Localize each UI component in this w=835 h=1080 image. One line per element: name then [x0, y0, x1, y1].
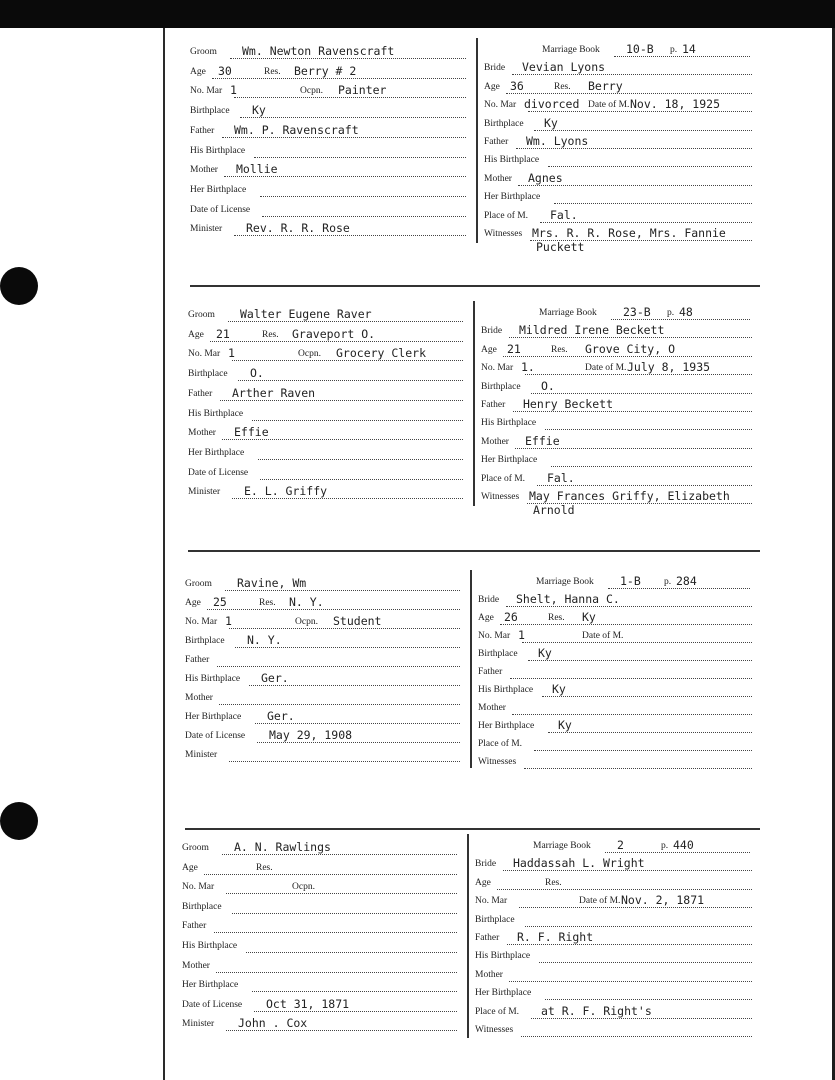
groom-age-value: 21 [216, 326, 230, 341]
groom-no-mar-label: No. Mar [182, 882, 215, 893]
groom-ocpn-value: Grocery Clerk [336, 346, 427, 361]
groom-minister-line [234, 235, 466, 236]
bride-birthplace-label: Birthplace [478, 649, 518, 659]
groom-her-birthplace-line [252, 991, 457, 992]
bride-age-line [503, 356, 752, 357]
bride-father-label: Father [481, 400, 506, 410]
groom-date-of-license-label: Date of License [185, 731, 246, 741]
bride-age-value: 21 [507, 341, 521, 356]
groom-his-birthplace-label: His Birthplace [190, 145, 246, 156]
groom-age-line [207, 609, 460, 610]
bride-place-of-m-label: Place of M. [475, 1006, 520, 1017]
groom-groom-label: Groom [185, 579, 212, 589]
bride-place-of-m-line [540, 222, 752, 223]
groom-ocpn-label: Ocpn. [292, 882, 315, 893]
bride-date-of-m-value: July 8, 1935 [627, 360, 711, 375]
groom-father-label: Father [190, 125, 215, 136]
bride-witnesses-label: Witnesses [475, 1025, 514, 1035]
groom-birthplace-line [232, 913, 457, 914]
groom-age-label: Age [185, 598, 201, 608]
groom-birthplace-value: N. Y. [247, 633, 282, 647]
groom-father-label: Father [185, 655, 210, 665]
groom-her-birthplace-label: Her Birthplace [190, 184, 247, 195]
marriage-book-line [608, 588, 750, 589]
bride-date-of-m-label: Date of M. [588, 100, 630, 111]
bride-mother-label: Mother [475, 969, 503, 980]
marriage-book-value: 1-B [620, 574, 641, 588]
bride-no-mar-label: No. Mar [484, 100, 517, 111]
groom-mother-line [216, 972, 457, 973]
bride-bride-value: Haddassah L. Wright [513, 856, 645, 871]
marriage-book-label: Marriage Book [542, 45, 600, 55]
bride-witnesses-label: Witnesses [481, 492, 520, 502]
bride-date-of-m-value: Nov. 2, 1871 [621, 893, 705, 908]
groom-birthplace-value: O. [250, 366, 264, 381]
bride-no-mar-value: 1 [518, 628, 525, 642]
marriage-page-label: p. [661, 841, 669, 851]
bride-date-of-m-value: Nov. 18, 1925 [630, 97, 721, 112]
bride-date-of-m-label: Date of M. [582, 631, 624, 641]
bride-mother-label: Mother [478, 703, 506, 713]
bride-no-mar-value: 1. [521, 360, 535, 375]
bride-mother-line [518, 185, 752, 186]
bride-place-of-m-label: Place of M. [481, 473, 526, 484]
bride-witnesses-value: Mrs. R. R. Rose, Mrs. Fannie [532, 226, 726, 240]
groom-groom-label: Groom [182, 843, 209, 853]
groom-no-mar-value: 1 [230, 83, 237, 98]
bride-her-birthplace-value: Ky [558, 718, 572, 732]
groom-no-mar-value: 1 [228, 346, 235, 361]
groom-date-of-license-label: Date of License [190, 204, 251, 215]
groom-age-label: Age [182, 862, 198, 873]
bride-witnesses-label: Witnesses [478, 757, 517, 767]
groom-birthplace-label: Birthplace [182, 901, 222, 912]
groom-age-line [212, 78, 466, 79]
bride-place-of-m-line [531, 1018, 752, 1019]
groom-minister-line [229, 761, 460, 762]
groom-no-mar-label: No. Mar [190, 86, 223, 97]
groom-her-birthplace-line [258, 459, 463, 460]
bride-bride-line [503, 870, 752, 871]
groom-his-birthplace-line [254, 157, 466, 158]
groom-minister-line [226, 1030, 457, 1031]
bride-age-label: Age [481, 344, 497, 355]
groom-date-of-license-line [262, 216, 466, 217]
bride-age-line [506, 93, 752, 94]
bride-age-value: 36 [510, 78, 524, 93]
scan-top-border [0, 0, 835, 28]
bride-no-mar-line [522, 642, 752, 643]
bride-place-of-m-value: at R. F. Right's [541, 1003, 652, 1018]
groom-his-birthplace-label: His Birthplace [185, 674, 241, 684]
punch-hole-bottom [0, 802, 38, 840]
bride-her-birthplace-line [548, 732, 752, 733]
groom-ocpn-value: Painter [338, 83, 387, 98]
bride-witnesses-line [521, 1036, 752, 1037]
marriage-page-value: 48 [679, 305, 693, 319]
bride-witnesses-value: May Frances Griffy, Elizabeth [529, 489, 730, 503]
groom-minister-label: Minister [185, 750, 218, 760]
groom-minister-line [232, 498, 463, 499]
marriage-book-line [611, 319, 750, 320]
bride-father-line [516, 148, 752, 149]
bride-birthplace-value: Ky [538, 646, 552, 660]
bride-res-value: Ky [582, 610, 596, 624]
groom-age-value: 25 [213, 595, 227, 609]
groom-age-line [210, 341, 463, 342]
bride-her-birthplace-label: Her Birthplace [478, 721, 535, 731]
bride-res-label: Res. [548, 613, 565, 623]
marriage-page-value: 284 [676, 574, 697, 588]
bride-place-of-m-line [537, 485, 752, 486]
groom-groom-label: Groom [188, 310, 215, 320]
groom-father-line [222, 137, 466, 138]
groom-mother-line [219, 704, 460, 705]
groom-minister-label: Minister [188, 487, 221, 498]
bride-birthplace-line [528, 660, 752, 661]
bride-her-birthplace-label: Her Birthplace [484, 192, 541, 203]
bride-witnesses-line [524, 768, 752, 769]
groom-birthplace-line [240, 117, 466, 118]
groom-res-label: Res. [262, 329, 279, 340]
groom-father-value: Wm. P. Ravenscraft [234, 122, 359, 137]
groom-his-birthplace-label: His Birthplace [182, 941, 238, 951]
bride-witnesses-continued: Puckett [536, 240, 585, 254]
marriage-book-value: 10-B [626, 42, 654, 56]
groom-groom-value: Walter Eugene Raver [240, 307, 372, 321]
groom-his-birthplace-line [252, 420, 463, 421]
groom-father-label: Father [182, 921, 207, 932]
groom-his-birthplace-line [246, 952, 457, 953]
groom-birthplace-line [235, 647, 460, 648]
groom-his-birthplace-line [249, 685, 460, 686]
bride-birthplace-line [534, 130, 752, 131]
marriage-book-line [614, 56, 750, 57]
marriage-page-value: 440 [673, 838, 694, 852]
groom-groom-line [222, 854, 457, 855]
groom-no-mar-line [232, 360, 463, 361]
groom-no-mar-label: No. Mar [188, 349, 221, 360]
bride-his-birthplace-label: His Birthplace [478, 685, 534, 695]
bride-date-of-m-label: Date of M. [585, 363, 627, 374]
bride-bride-label: Bride [481, 326, 503, 337]
bride-her-birthplace-label: Her Birthplace [475, 988, 532, 999]
bride-birthplace-label: Birthplace [475, 914, 515, 925]
bride-bride-line [509, 337, 752, 338]
groom-res-label: Res. [259, 598, 276, 608]
groom-her-birthplace-line [255, 723, 460, 724]
bride-father-line [510, 678, 752, 679]
bride-father-label: Father [475, 933, 500, 943]
bride-his-birthplace-label: His Birthplace [475, 951, 531, 962]
bride-birthplace-value: Ky [544, 115, 558, 130]
groom-groom-label: Groom [190, 47, 217, 57]
bride-bride-value: Mildred Irene Beckett [519, 323, 665, 338]
groom-minister-label: Minister [182, 1019, 215, 1030]
groom-res-value: Graveport O. [292, 326, 376, 341]
groom-ocpn-value: Student [333, 614, 382, 628]
groom-groom-line [225, 590, 460, 591]
bride-mother-line [515, 448, 752, 449]
bride-age-label: Age [475, 877, 491, 888]
groom-groom-line [228, 321, 463, 322]
groom-mother-label: Mother [182, 960, 210, 971]
groom-res-value: Berry # 2 [294, 63, 357, 78]
bride-his-birthplace-line [548, 166, 752, 167]
bride-age-value: 26 [504, 610, 518, 624]
bride-mother-label: Mother [484, 173, 512, 184]
bride-res-label: Res. [554, 81, 571, 92]
groom-minister-value: Rev. R. R. Rose [246, 221, 350, 236]
bride-bride-label: Bride [475, 859, 497, 870]
groom-her-birthplace-line [260, 196, 466, 197]
groom-date-of-license-line [254, 1011, 457, 1012]
bride-bride-label: Bride [478, 595, 500, 605]
record-separator [185, 828, 760, 830]
bride-mother-label: Mother [481, 436, 509, 447]
bride-birthplace-line [525, 926, 752, 927]
groom-birthplace-label: Birthplace [185, 636, 225, 646]
groom-ocpn-label: Ocpn. [298, 349, 321, 360]
groom-res-label: Res. [264, 66, 281, 77]
groom-date-of-license-label: Date of License [188, 467, 249, 478]
marriage-page-label: p. [664, 577, 672, 587]
bride-birthplace-line [531, 393, 752, 394]
bride-father-value: Henry Beckett [523, 397, 614, 411]
marriage-book-label: Marriage Book [539, 308, 597, 318]
bride-place-of-m-value: Fal. [550, 207, 578, 222]
groom-age-value: 30 [218, 63, 232, 78]
bride-bride-value: Shelt, Hanna C. [516, 592, 620, 606]
bride-his-birthplace-label: His Birthplace [484, 155, 540, 166]
bride-father-label: Father [478, 667, 503, 677]
groom-groom-line [230, 58, 466, 59]
record-separator [188, 550, 760, 552]
bride-res-label: Res. [545, 877, 562, 888]
record-column-divider [467, 834, 469, 1038]
bride-bride-line [512, 74, 752, 75]
bride-father-value: R. F. Right [517, 930, 594, 944]
groom-minister-value: John . Cox [238, 1016, 308, 1031]
groom-her-birthplace-label: Her Birthplace [182, 980, 239, 991]
record-column-divider [470, 570, 472, 768]
bride-place-of-m-label: Place of M. [484, 210, 529, 221]
groom-ocpn-label: Ocpn. [300, 86, 323, 97]
groom-no-mar-line [234, 97, 466, 98]
bride-place-of-m-line [534, 750, 752, 751]
groom-minister-label: Minister [190, 224, 223, 235]
groom-mother-value: Effie [234, 425, 269, 440]
groom-minister-value: E. L. Griffy [244, 484, 328, 499]
bride-age-label: Age [484, 81, 500, 92]
punch-hole-top [0, 267, 38, 305]
bride-mother-line [509, 981, 752, 982]
bride-birthplace-value: O. [541, 378, 555, 393]
groom-mother-label: Mother [190, 165, 218, 176]
marriage-book-line [605, 852, 750, 853]
bride-father-line [513, 411, 752, 412]
bride-his-birthplace-value: Ky [552, 682, 566, 696]
record-column-divider [476, 38, 478, 243]
groom-mother-label: Mother [185, 693, 213, 703]
bride-father-line [507, 944, 752, 945]
groom-no-mar-line [229, 628, 460, 629]
groom-father-value: Arther Raven [232, 385, 316, 400]
bride-father-label: Father [484, 137, 509, 147]
bride-bride-line [506, 606, 752, 607]
groom-his-birthplace-label: His Birthplace [188, 408, 244, 419]
bride-res-label: Res. [551, 344, 568, 355]
groom-her-birthplace-label: Her Birthplace [185, 712, 242, 722]
bride-no-mar-line [525, 374, 752, 375]
groom-her-birthplace-value: Ger. [267, 709, 295, 723]
bride-mother-value: Effie [525, 433, 560, 448]
groom-date-of-license-value: May 29, 1908 [269, 728, 353, 742]
groom-mother-label: Mother [188, 428, 216, 439]
groom-date-of-license-line [257, 742, 460, 743]
bride-witnesses-continued: Arnold [533, 503, 575, 517]
bride-no-mar-label: No. Mar [478, 631, 511, 641]
bride-no-mar-value: divorced [524, 97, 580, 112]
bride-age-line [497, 889, 752, 890]
groom-ocpn-label: Ocpn. [295, 617, 318, 627]
groom-no-mar-label: No. Mar [185, 617, 218, 627]
binding-margin-line [163, 28, 165, 1080]
groom-groom-value: A. N. Rawlings [234, 840, 331, 854]
marriage-book-value: 23-B [623, 305, 651, 319]
groom-her-birthplace-label: Her Birthplace [188, 447, 245, 458]
groom-father-line [217, 666, 460, 667]
bride-res-value: Berry [588, 78, 623, 93]
groom-age-line [204, 874, 457, 875]
groom-birthplace-value: Ky [252, 103, 266, 118]
bride-mother-line [512, 714, 752, 715]
groom-date-of-license-line [260, 479, 463, 480]
groom-groom-value: Wm. Newton Ravenscraft [242, 44, 395, 58]
groom-his-birthplace-value: Ger. [261, 671, 289, 685]
bride-bride-value: Vevian Lyons [522, 60, 606, 75]
bride-date-of-m-label: Date of M. [579, 896, 621, 907]
bride-his-birthplace-line [539, 962, 752, 963]
groom-mother-value: Mollie [236, 162, 278, 177]
marriage-book-label: Marriage Book [536, 577, 594, 587]
bride-her-birthplace-label: Her Birthplace [481, 455, 538, 466]
groom-mother-line [222, 439, 463, 440]
marriage-page-label: p. [670, 45, 678, 55]
groom-no-mar-value: 1 [225, 614, 232, 628]
groom-birthplace-label: Birthplace [190, 106, 230, 117]
bride-father-value: Wm. Lyons [526, 134, 589, 148]
groom-no-mar-line [226, 893, 457, 894]
bride-res-value: Grove City, O [585, 341, 676, 356]
bride-birthplace-label: Birthplace [481, 381, 521, 392]
bride-no-mar-label: No. Mar [481, 363, 514, 374]
marriage-page-value: 14 [682, 42, 696, 56]
groom-mother-line [224, 176, 466, 177]
bride-witnesses-label: Witnesses [484, 229, 523, 239]
record-column-divider [473, 301, 475, 506]
groom-age-label: Age [190, 66, 206, 77]
bride-place-of-m-label: Place of M. [478, 739, 523, 749]
groom-age-label: Age [188, 329, 204, 340]
bride-his-birthplace-label: His Birthplace [481, 418, 537, 429]
bride-her-birthplace-line [551, 466, 752, 467]
groom-birthplace-line [238, 380, 463, 381]
marriage-book-value: 2 [617, 838, 624, 852]
groom-father-line [214, 932, 457, 933]
bride-age-line [500, 624, 752, 625]
bride-his-birthplace-line [542, 696, 752, 697]
record-separator [190, 285, 760, 287]
marriage-book-label: Marriage Book [533, 841, 591, 851]
bride-age-label: Age [478, 613, 494, 623]
groom-groom-value: Ravine, Wm [237, 576, 307, 590]
bride-bride-label: Bride [484, 63, 506, 74]
groom-date-of-license-label: Date of License [182, 999, 243, 1010]
groom-birthplace-label: Birthplace [188, 369, 228, 380]
bride-her-birthplace-line [554, 203, 752, 204]
bride-mother-value: Agnes [528, 170, 563, 185]
bride-birthplace-label: Birthplace [484, 118, 524, 129]
groom-date-of-license-value: Oct 31, 1871 [266, 996, 350, 1011]
bride-his-birthplace-line [545, 429, 752, 430]
bride-her-birthplace-line [545, 999, 752, 1000]
bride-no-mar-label: No. Mar [475, 896, 508, 907]
groom-father-line [220, 400, 463, 401]
groom-res-label: Res. [256, 862, 273, 873]
bride-no-mar-line [519, 907, 752, 908]
bride-no-mar-line [528, 111, 752, 112]
groom-father-label: Father [188, 388, 213, 399]
groom-res-value: N. Y. [289, 595, 324, 609]
marriage-page-label: p. [667, 308, 675, 318]
bride-place-of-m-value: Fal. [547, 470, 575, 485]
